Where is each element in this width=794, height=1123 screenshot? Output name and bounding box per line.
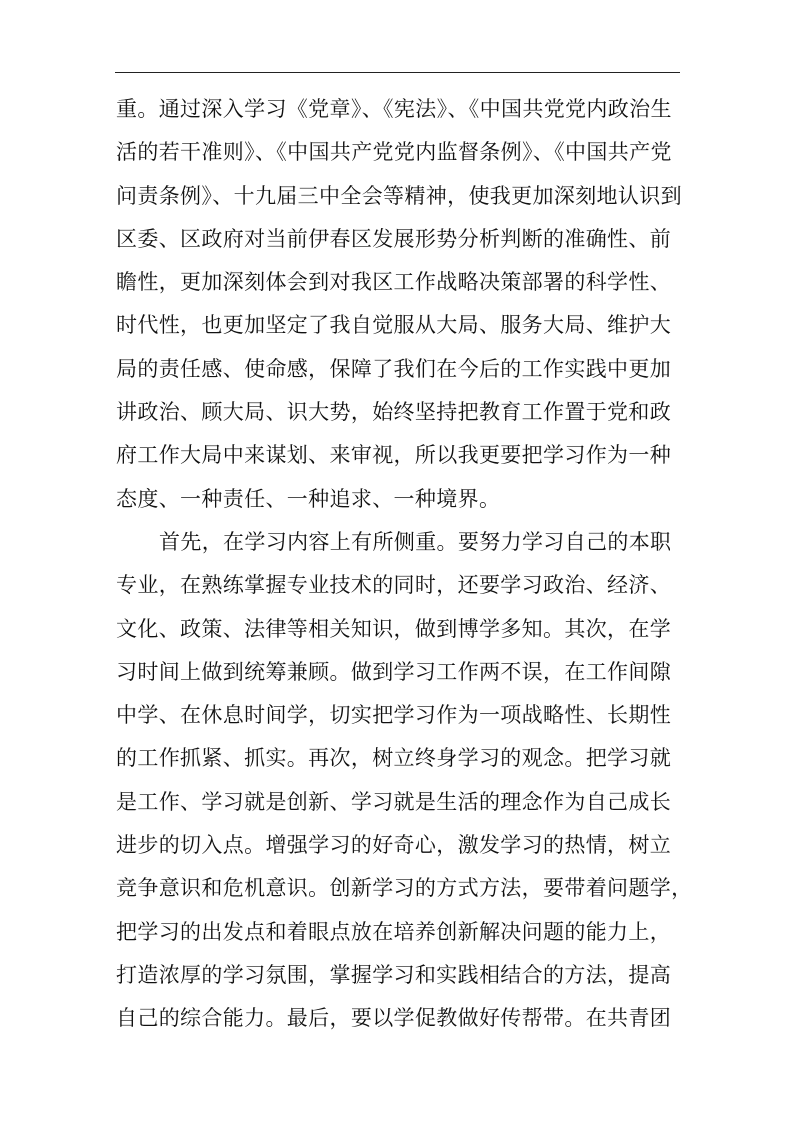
- text-line: 把学习的出发点和着眼点放在培养创新解决问题的能力上，: [116, 919, 672, 944]
- text-line: 文化、政策、法律等相关知识，做到博学多知。其次，在学: [116, 616, 672, 641]
- text-line: 活的若干准则》、《中国共产党党内监督条例》、《中国共产党: [116, 140, 672, 165]
- text-line: 进步的切入点。增强学习的好奇心，激发学习的热情，树立: [116, 833, 672, 858]
- text-line: 专业，在熟练掌握专业技术的同时，还要学习政治、经济、: [116, 573, 672, 598]
- text-line: 竞争意识和危机意识。创新学习的方式方法，要带着问题学，: [116, 876, 693, 901]
- text-line: 首先，在学习内容上有所侧重。要努力学习自己的本职: [159, 529, 672, 554]
- text-line: 重。通过深入学习《党章》、《宪法》、《中国共党党内政治生: [116, 97, 672, 121]
- header-rule: [115, 72, 680, 73]
- text-line: 局的责任感、使命感，保障了我们在今后的工作实践中更加: [116, 356, 672, 381]
- text-line: 讲政治、顾大局、识大势，始终坚持把教育工作置于党和政: [116, 400, 672, 425]
- text-line: 自己的综合能力。最后，要以学促教做好传帮带。在共青团: [116, 1006, 672, 1031]
- text-line: 瞻性，更加深刻体会到对我区工作战略决策部署的科学性、: [116, 270, 672, 295]
- text-line: 是工作、学习就是创新、学习就是生活的理念作为自己成长: [116, 789, 672, 814]
- text-line: 的工作抓紧、抓实。再次，树立终身学习的观念。把学习就: [116, 746, 672, 771]
- text-line: 府工作大局中来谋划、来审视，所以我更要把学习作为一种: [116, 443, 672, 468]
- text-line: 态度、一种责任、一种追求、一种境界。: [116, 486, 501, 511]
- text-line: 时代性，也更加坚定了我自觉服从大局、服务大局、维护大: [116, 313, 672, 338]
- text-line: 中学、在休息时间学，切实把学习作为一项战略性、长期性: [116, 703, 672, 728]
- text-line: 区委、区政府对当前伊春区发展形势分析判断的准确性、前: [116, 226, 672, 251]
- text-line: 打造浓厚的学习氛围，掌握学习和实践相结合的方法，提高: [116, 962, 672, 987]
- text-line: 问责条例》、十九届三中全会等精神，使我更加深刻地认识到: [116, 183, 682, 208]
- document-body: [116, 88, 693, 1041]
- text-line: 习时间上做到统筹兼顾。做到学习工作两不误，在工作间隙: [116, 659, 672, 684]
